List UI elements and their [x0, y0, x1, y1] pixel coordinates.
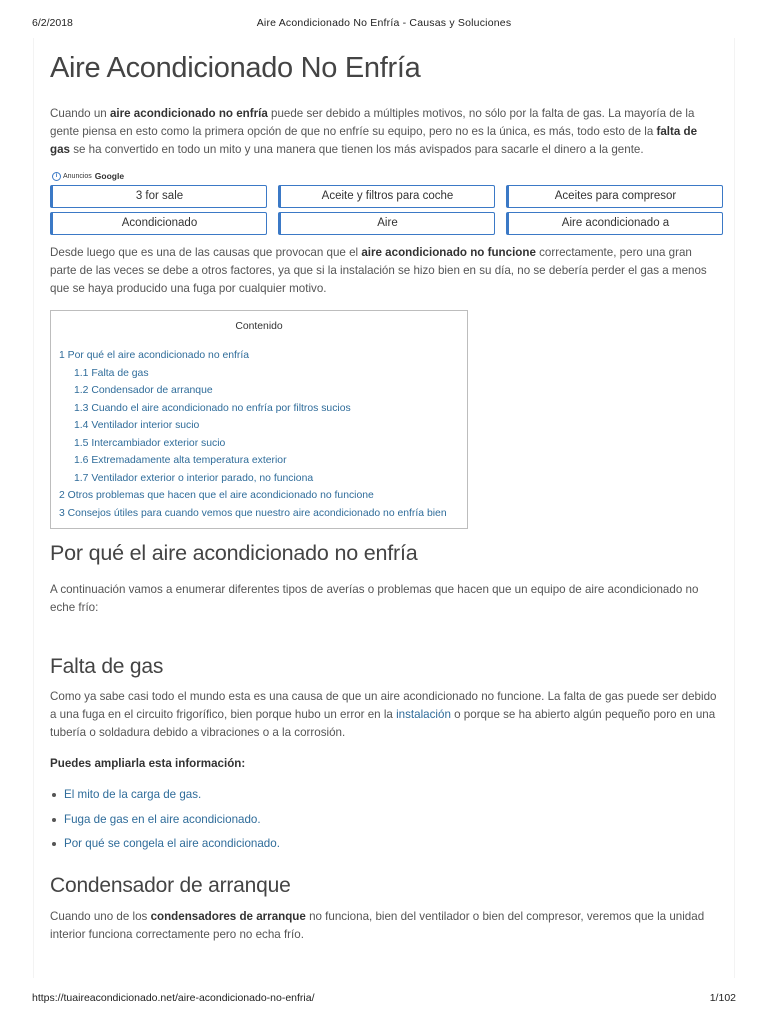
intro-paragraph — [50, 105, 720, 159]
ad-link-button[interactable]: Aire — [278, 212, 495, 235]
condensador-paragraph — [50, 908, 720, 944]
gas-links-list — [50, 783, 280, 857]
more-info-label — [50, 755, 720, 773]
toc-link[interactable]: 1.6 Extremadamente alta temperatura exterior — [74, 455, 287, 466]
gas-link[interactable]: El mito de la carga de gas. — [64, 788, 202, 801]
ad-link-grid — [50, 185, 722, 235]
print-header — [32, 17, 736, 31]
toc-item — [59, 382, 463, 400]
ad-link-button[interactable]: Aire acondicionado a — [506, 212, 723, 235]
cond-text-1: Cuando uno de los — [50, 910, 151, 923]
toc-link[interactable]: 1.2 Condensador de arranque — [74, 385, 213, 396]
toc-item — [59, 417, 463, 435]
print-title: Aire Acondicionado No Enfría - Causas y Soluciones — [256, 17, 512, 29]
more-info-bold: Puedes ampliarla esta información: — [50, 757, 246, 770]
google-brand: Google — [94, 171, 125, 181]
toc-link[interactable]: 1.7 Ventilador exterior o interior parado, no funciona — [74, 472, 314, 484]
toc-item — [59, 505, 463, 523]
page-counter: 1/102 — [709, 992, 736, 1004]
intro-bold-1: aire acondicionado no enfría — [109, 107, 268, 120]
gas-paragraph — [50, 688, 720, 742]
toc-item — [59, 400, 463, 418]
second-paragraph — [50, 244, 720, 298]
ads-label-text: Anuncios — [63, 172, 92, 180]
para2-text-2: correctamente, pero una gran parte de las veces se debe a otros factores, ya que si la instalación se hizo bien en su día, no se debería perder el gas a menos que se haya producido una fuga por cualquier motivo. — [50, 246, 707, 295]
print-date: 6/2/2018 — [32, 17, 73, 29]
toc-link[interactable]: 1.5 Intercambiador exterior sucio — [74, 437, 226, 449]
section-heading-por-que: Por qué el aire acondicionado no enfría — [50, 541, 418, 565]
toc-list — [59, 347, 463, 522]
toc-link[interactable]: 2 Otros problemas que hacen que el aire acondicionado no funcione — [59, 490, 374, 501]
toc-item — [59, 435, 463, 453]
toc-item — [59, 347, 463, 365]
ad-link-button[interactable]: Aceite y filtros para coche — [278, 185, 495, 208]
toc-link[interactable]: 1.3 Cuando el aire acondicionado no enfría por filtros sucios — [74, 402, 351, 414]
ad-link-button[interactable]: 3 for sale — [50, 185, 267, 208]
para2-text-1: Desde luego que es una de las causas que provocan que el — [50, 246, 362, 259]
table-of-contents — [50, 310, 468, 529]
ad-link-button[interactable]: Aceites para compresor — [506, 185, 723, 208]
section1-paragraph: A continuación vamos a enumerar diferentes tipos de averías o problemas que hacen que un equipo de aire acondicionado no eche frío: — [50, 583, 699, 614]
list-item — [50, 808, 280, 833]
intro-bold-2: falta de gas — [50, 125, 698, 156]
toc-link[interactable]: 1.4 Ventilador interior sucio — [74, 420, 200, 431]
intro-text-2: puede ser debido a múltiples motivos, no sólo por la falta de gas. La mayoría de la gente piensa en esto como la primera opción de que no enfríe su equipo, pero no es la única, es más, todo esto de la — [50, 107, 695, 138]
section-heading-falta-gas: Falta de gas — [50, 655, 164, 678]
toc-link[interactable]: 3 Consejos útiles para cuando vemos que nuestro aire acondicionado no enfría bien — [59, 507, 447, 519]
gas-link[interactable]: Fuga de gas en el aire acondicionado. — [64, 812, 261, 826]
ads-label[interactable] — [52, 171, 124, 181]
page-title: Aire Acondicionado No Enfría — [50, 52, 421, 84]
intro-text-3: se ha convertido en todo un mito y una manera que tienen los más avispados para sacarle el dinero a la gente. — [69, 143, 644, 156]
gas-link[interactable]: Por qué se congela el aire acondicionado. — [64, 837, 280, 850]
intro-text-1: Cuando un — [50, 107, 110, 120]
toc-item — [59, 452, 463, 470]
info-icon[interactable]: i — [52, 172, 61, 181]
toc-item — [59, 470, 463, 488]
ad-link-button[interactable]: Acondicionado — [50, 212, 267, 235]
gas-text-1: Como ya sabe casi todo el mundo esta es una causa de que un aire acondicionado no funcione. La falta de gas puede ser debido a una fuga en el circuito frigorífico, bien porque hubo un error en la — [50, 690, 717, 721]
toc-item — [59, 365, 463, 383]
instalacion-link[interactable]: instalación — [396, 708, 451, 721]
toc-title: Contenido — [235, 321, 283, 332]
section-heading-condensador: Condensador de arranque — [50, 874, 291, 897]
toc-item — [59, 487, 463, 505]
cond-text-2: no funciona, bien del ventilador o bien del compresor, veremos que la unidad interior funciona correctamente pero no echa frío. — [50, 910, 705, 941]
print-url: https://tuaireacondicionado.net/aire-acondicionado-no-enfria/ — [32, 992, 315, 1004]
para2-bold-1: aire acondicionado no funcione — [361, 246, 536, 259]
gas-text-2: o porque se ha abierto algún pequeño poro en una tubería o soldadura debido a vibraciones o a la corrosión. — [50, 708, 716, 739]
list-item — [50, 783, 280, 808]
print-footer — [32, 992, 736, 1006]
toc-link[interactable]: 1 Por qué el aire acondicionado no enfría — [59, 350, 250, 361]
toc-link[interactable]: 1.1 Falta de gas — [74, 367, 149, 379]
list-item — [50, 832, 280, 857]
cond-bold-1: condensadores de arranque — [150, 910, 306, 923]
